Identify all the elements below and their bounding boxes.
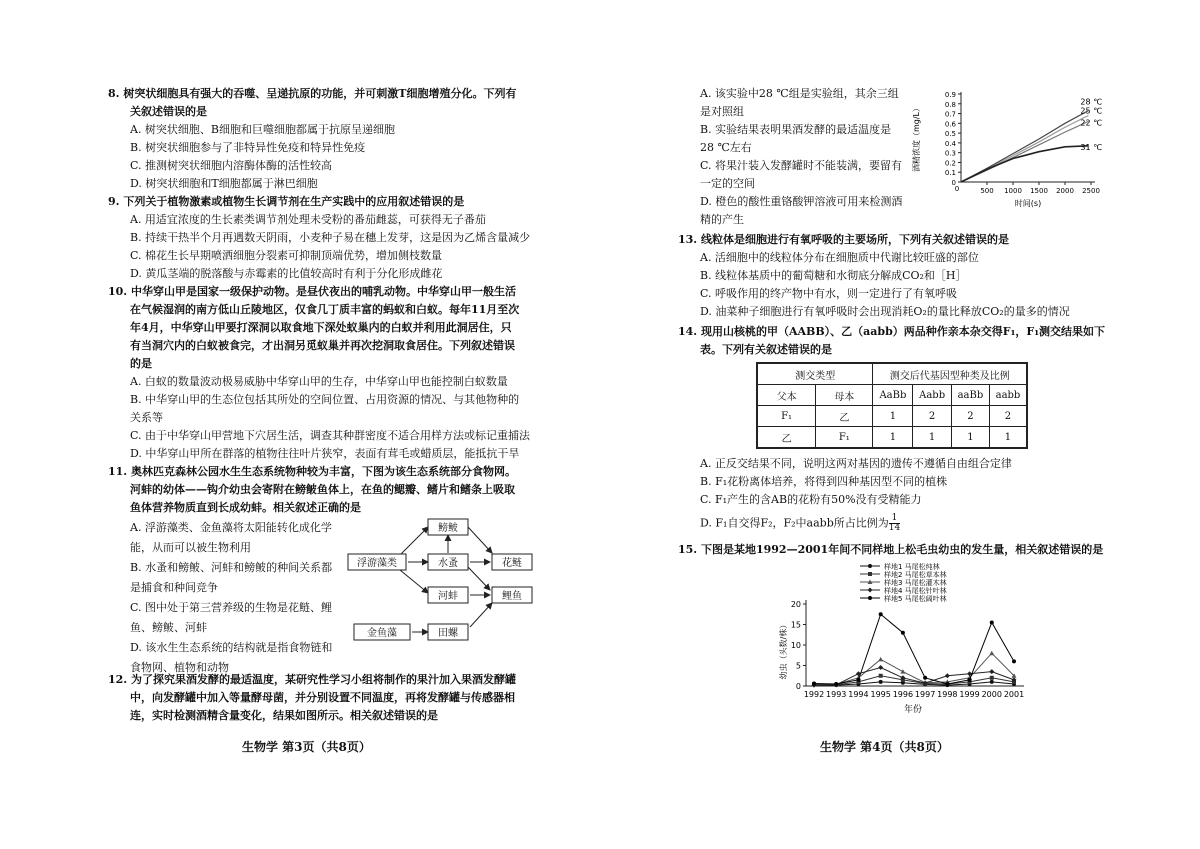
- q10-stem-4: 有当洞穴内的白蚁被食完，才出洞另觅蚁巢并再次挖洞取食居住。下列叙述错误: [130, 339, 515, 352]
- series-label: 28 ℃: [1080, 97, 1103, 107]
- q12-stem-1: 12. 为了探究果酒发酵的最适温度，某研究性学习小组将制作的果汁加入果酒发酵罐: [108, 673, 516, 686]
- label-bitterling: 鳑鲏: [438, 523, 458, 534]
- label-silvercarp: 花鲢: [502, 558, 522, 569]
- q11-stem-1: 11. 奥林匹克森林公园水生生态系统物种较为丰富，下图为该生态系统部分食物网。: [108, 465, 516, 478]
- data-point: [879, 680, 883, 684]
- table-subheader: 父本: [757, 385, 816, 406]
- q9-option: B. 持续干热半个月再遇数天阴雨，小麦种子易在穗上发芽，这是因为乙烯含量减少: [130, 231, 531, 244]
- table-row: [757, 427, 1027, 449]
- q12-stem-2: 中，向发酵罐中加入等量酵母菌，并分别设置不同温度，再将发酵罐与传感器相: [130, 691, 515, 704]
- table-cell: 1: [913, 427, 952, 449]
- alcohol-chart: [905, 88, 1105, 213]
- x-tick-label: 1992: [803, 690, 825, 699]
- table-subheader: 母本: [816, 385, 873, 406]
- q12-option: A. 该实验中28 ℃组是实验组，其余三组: [700, 87, 899, 100]
- data-point: [923, 676, 927, 680]
- x-tick-label: 2001: [1003, 690, 1025, 699]
- x-tick-label: 1998: [937, 690, 958, 699]
- y-tick-label: 0.1: [944, 169, 956, 178]
- x-tick-label: 500: [980, 187, 994, 195]
- legend-label: 样地1 马尾松纯林: [884, 563, 940, 571]
- x-tick-label: 1996: [892, 690, 914, 699]
- series-label: 22 ℃: [1080, 118, 1103, 128]
- x-tick-label: 1993: [826, 690, 847, 699]
- q13-option: D. 油菜种子细胞进行有氧呼吸时会出现消耗O₂的量比释放CO₂的量多的情况: [700, 305, 1070, 318]
- table-cell: 2: [913, 406, 952, 427]
- series-label: 25 ℃: [1080, 106, 1103, 116]
- table-cell: 乙: [816, 406, 873, 427]
- q8-option: D. 树突状细胞和T细胞都属于淋巴细胞: [130, 177, 318, 190]
- table-cell: 2: [989, 406, 1027, 427]
- y-tick-label: 0: [951, 179, 956, 187]
- q10-option: 关系等: [130, 411, 163, 424]
- q14-stem-1: 14. 现用山核桃的甲（AABB）、乙（aabb）两品种作亲本杂交得F₁，F₁测交结果如下: [678, 325, 1106, 338]
- q12-option: C. 将果汁装入发酵罐时不能装满，要留有: [700, 159, 903, 172]
- data-point: [990, 680, 994, 684]
- q10-option: B. 中华穿山甲的生态位包括其所处的空间位置、占用资源的情况、与其他物种的: [130, 393, 520, 406]
- label-snail: 田螺: [438, 628, 458, 639]
- y-tick-label: 0.9: [944, 91, 956, 99]
- x-tick-label: 1999: [959, 690, 980, 699]
- q11-stem-3: 鱼体营养物质直到长成幼蚌。相关叙述正确的是: [130, 501, 361, 514]
- label-hornwort: 金鱼藻: [367, 628, 397, 639]
- table-cell: 1: [873, 406, 913, 427]
- q9-option: D. 黄瓜茎端的脱落酸与赤霉素的比值较高时有利于分化形成雌花: [130, 267, 443, 280]
- table-cell: 2: [951, 406, 989, 427]
- x-tick-label: 1000: [1004, 187, 1022, 195]
- legend-label: 样地3 马尾松灌木林: [884, 579, 947, 587]
- y-tick-label: 0.3: [944, 149, 956, 158]
- x-tick-label: 1997: [914, 690, 936, 699]
- q10-stem-5: 的是: [130, 357, 152, 370]
- data-point: [856, 678, 860, 682]
- data-point: [901, 631, 905, 635]
- data-point: [868, 564, 872, 568]
- y-tick-label: 0.7: [944, 110, 956, 119]
- fraction-denominator: 14: [888, 523, 901, 533]
- label-mussel: 河蚌: [438, 591, 458, 602]
- q11-option: B. 水蚤和鳑鲏、河蚌和鳑鲏的种间关系都: [130, 561, 333, 574]
- q14-stem-2: 表。下列有关叙述错误的是: [700, 343, 832, 356]
- data-point: [945, 682, 949, 686]
- q9-option: A. 用适宜浓度的生长素类调节剂处理未受粉的番茄雌蕊，可获得无子番茄: [130, 213, 486, 226]
- q11-option: 能，从而可以被生物利用: [130, 541, 251, 554]
- q14-option: A. 正反交结果不同，说明这两对基因的遗传不遵循自由组合定律: [700, 457, 1012, 470]
- q8-option: B. 树突状细胞参与了非特异性免疫和特异性免疫: [130, 141, 366, 154]
- q13-option: C. 呼吸作用的终产物中有水，则一定进行了有氧呼吸: [700, 287, 958, 300]
- alcohol-chart-xlabel: 时间(s): [1014, 199, 1042, 208]
- q10-option: C. 由于中华穿山甲营地下穴居生活，调查其种群密度不适合用样方法或标记重捕法: [130, 429, 531, 442]
- footer-right: 生物学 第4页（共8页）: [820, 740, 949, 754]
- q8-option: C. 推测树突状细胞内溶酶体酶的活性较高: [130, 159, 333, 172]
- q12-option: 28 ℃左右: [700, 141, 752, 154]
- series-label: 31 ℃: [1080, 142, 1103, 152]
- q11-option: 是捕食和种间竞争: [130, 581, 218, 594]
- table-cell: 1: [873, 427, 913, 449]
- q10-stem-1: 10. 中华穿山甲是国家一级保护动物。是昼伏夜出的哺乳动物。中华穿山甲一般生活: [108, 285, 516, 298]
- label-carp: 鲤鱼: [502, 591, 522, 602]
- q12-option: 一定的空间: [700, 177, 755, 190]
- data-point: [879, 674, 883, 678]
- table-cell: F₁: [757, 406, 816, 427]
- q11-option: D. 该水生生态系统的结构就是指食物链和: [130, 641, 333, 654]
- testcross-table: [756, 362, 1028, 449]
- x-tick-label: 1994: [848, 690, 869, 699]
- data-point: [868, 596, 872, 600]
- q14-option: B. F₁花粉离体培养，将得到四种基因型不同的植株: [700, 475, 948, 488]
- q12-option: 精的产生: [700, 213, 744, 226]
- q11-option: 食物网、植物和动物: [130, 661, 229, 674]
- x-tick-label: 1500: [1030, 187, 1048, 195]
- q13-option: A. 活细胞中的线粒体分布在细胞质中代谢比较旺盛的部位: [700, 251, 979, 264]
- label-daphnia: 水蚤: [438, 558, 458, 569]
- data-point: [989, 669, 994, 674]
- table-header: 测交类型: [757, 363, 873, 385]
- pine-caterpillar-chart: [768, 560, 1038, 720]
- q8-option: A. 树突状细胞、B细胞和巨噬细胞都属于抗原呈递细胞: [130, 123, 396, 136]
- table-subheader: aabb: [989, 385, 1027, 406]
- data-point: [990, 620, 994, 624]
- fraction-numerator: 1: [889, 514, 900, 524]
- q14-option: C. F₁产生的含AB的花粉有50%没有受精能力: [700, 493, 922, 506]
- q10-stem-3: 年4月，中华穿山甲要打深洞以取食地下深处蚁巢内的白蚁并利用此洞居住，只: [130, 321, 512, 334]
- data-point: [868, 588, 873, 593]
- table-cell: F₁: [816, 427, 873, 449]
- q12-option: B. 实验结果表明果酒发酵的最适温度是: [700, 123, 892, 136]
- pine-chart-xlabel: 年份: [903, 705, 923, 715]
- legend-label: 样地5 马尾松阔叶林: [884, 595, 947, 603]
- x-tick-label: 2500: [1082, 187, 1100, 195]
- pine-chart-ylabel: 幼虫（头数/株）: [779, 620, 788, 680]
- q10-stem-2: 在气候湿润的南方低山丘陵地区，仅食几丁质丰富的蚂蚁和白蚁。每年11月至次: [130, 303, 520, 316]
- q14-option-d-text: D. F₁自交得F₂，F₂中aabb所占比例为: [700, 516, 889, 530]
- y-tick-label: 15: [790, 620, 801, 630]
- x-tick-label: 1995: [870, 690, 891, 699]
- q8-stem-1: 8. 树突状细胞具有强大的吞噬、呈递抗原的功能，并可刺激T细胞增殖分化。下列有: [108, 87, 517, 100]
- table-cell: 乙: [757, 427, 816, 449]
- series-line: [814, 614, 1014, 684]
- y-tick-label: 0: [795, 682, 801, 691]
- legend-label: 样地4 马尾松针叶林: [884, 587, 947, 595]
- table-cell: 1: [989, 427, 1027, 449]
- q14-option-d: [700, 514, 900, 533]
- data-point: [1012, 659, 1016, 663]
- data-point: [879, 612, 883, 616]
- fraction: [889, 514, 900, 533]
- q10-option: A. 白蚁的数量波动极易威胁中华穿山甲的生存，中华穿山甲也能控制白蚁数量: [130, 375, 508, 388]
- data-point: [834, 682, 838, 686]
- data-point: [878, 665, 883, 670]
- q11-option: A. 浮游藻类、金鱼藻将太阳能转化成化学: [130, 521, 332, 534]
- q8-stem-2: 关叙述错误的是: [130, 105, 207, 118]
- table-subheader: Aabb: [913, 385, 952, 406]
- y-tick-label: 0.4: [944, 139, 956, 148]
- alcohol-chart-ylabel: 酒精浓度（mg/L）: [912, 103, 921, 173]
- data-point: [968, 678, 972, 682]
- q15-stem: 15. 下图是某地1992—2001年间不同样地上松毛虫幼虫的发生量，相关叙述错误的是: [678, 543, 1104, 556]
- q9-stem: 9. 下列关于植物激素或植物生长调节剂在生产实践中的应用叙述错误的是: [108, 195, 465, 208]
- q13-option: B. 线粒体基质中的葡萄糖和水彻底分解成CO₂和［H］: [700, 269, 967, 282]
- y-tick-label: 10: [790, 641, 801, 650]
- y-tick-label: 5: [795, 661, 801, 671]
- q13-stem: 13. 线粒体是细胞进行有氧呼吸的主要场所，下列有关叙述错误的是: [678, 233, 1009, 246]
- table-subheader: AaBb: [873, 385, 913, 406]
- q10-option: D. 中华穿山甲所在群落的植物往往叶片狭窄，表面有茸毛或蜡质层，能抵抗干旱: [130, 447, 520, 460]
- y-tick-label: 0.2: [944, 159, 956, 168]
- data-point: [990, 676, 994, 680]
- footer-left: 生物学 第3页（共8页）: [242, 740, 371, 754]
- x-tick-label: 2000: [1056, 187, 1074, 195]
- q11-stem-2: 河蚌的幼体——钩介幼虫会寄附在鳑鲏鱼体上，在鱼的鳃瓣、鳍片和鳍条上吸取: [130, 483, 515, 496]
- x-origin-label: 0: [954, 185, 960, 193]
- y-tick-label: 0.6: [944, 120, 956, 129]
- label-plankton: 浮游藻类: [357, 558, 397, 569]
- data-point: [812, 682, 816, 686]
- q12-option: D. 橙色的酸性重铬酸钾溶液可用来检测酒: [700, 195, 903, 208]
- y-tick-label: 0.8: [944, 100, 956, 109]
- q12-stem-3: 连，实时检测酒精含量变化，结果如图所示。相关叙述错误的是: [130, 709, 438, 722]
- table-row: [757, 406, 1027, 427]
- x-tick-label: 2000: [981, 690, 1002, 699]
- food-web-diagram: [340, 515, 560, 675]
- q11-option: C. 图中处于第三营养级的生物是花鲢、鲤: [130, 601, 333, 614]
- q11-option: 鱼、鳑鲏、河蚌: [130, 621, 207, 634]
- table-subheader: aaBb: [951, 385, 989, 406]
- q9-option: C. 棉花生长早期喷洒细胞分裂素可抑制顶端优势，增加侧枝数量: [130, 249, 443, 262]
- data-point: [868, 572, 872, 576]
- data-point: [989, 651, 994, 656]
- legend-label: 样地2 马尾松草本林: [884, 571, 947, 579]
- q12-option: 是对照组: [700, 105, 744, 118]
- data-point: [945, 673, 950, 678]
- y-tick-label: 20: [790, 600, 801, 609]
- y-tick-label: 0.5: [944, 130, 956, 139]
- table-cell: 1: [951, 427, 989, 449]
- table-header: 测交后代基因型种类及比例: [873, 363, 1027, 385]
- data-point: [900, 669, 905, 674]
- data-point: [878, 657, 883, 662]
